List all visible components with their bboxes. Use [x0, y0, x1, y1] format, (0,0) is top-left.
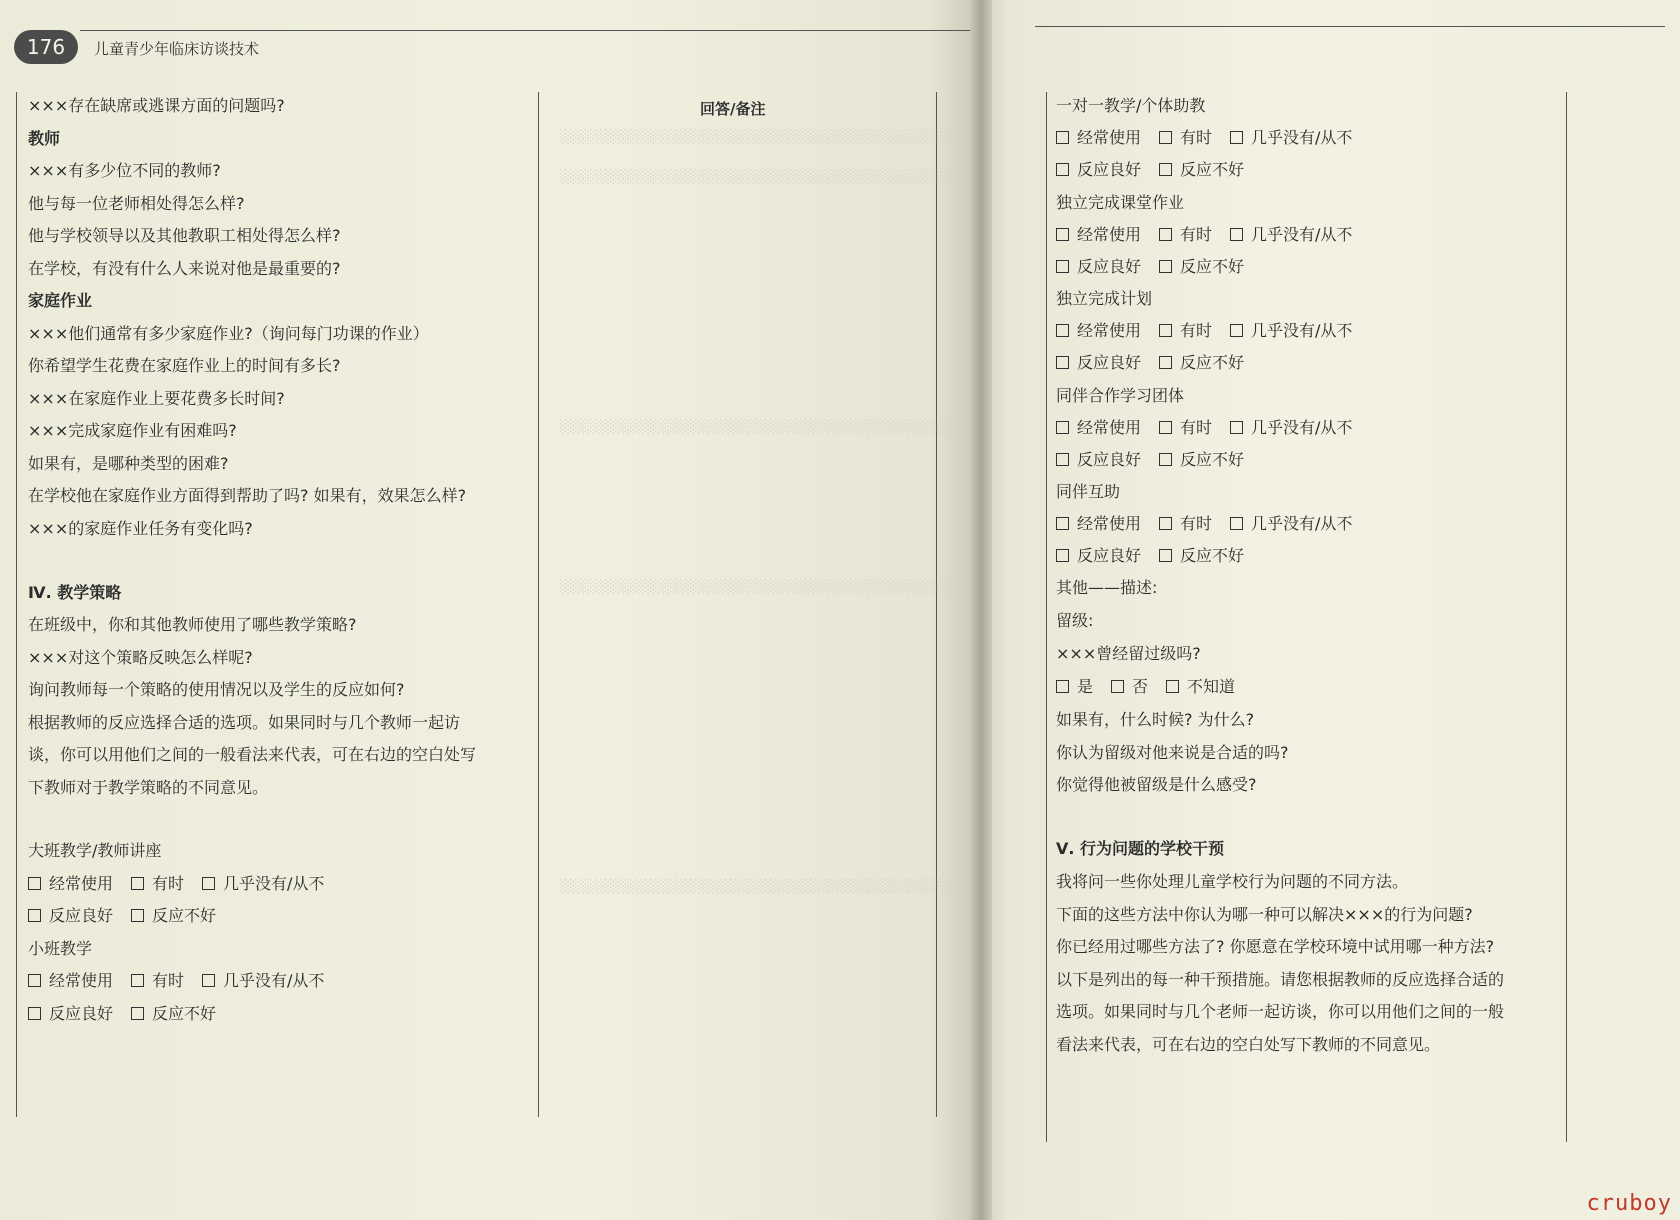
question-text: 如果有，什么时候? 为什么? [1056, 710, 1255, 729]
running-title: 儿童青少年临床访谈技术 [94, 40, 260, 58]
checkbox-label: 是 [1077, 677, 1094, 696]
checkbox-option[interactable] [1159, 447, 1244, 470]
checkbox-option[interactable] [1056, 350, 1141, 373]
checkbox-label: 反应良好 [1077, 256, 1142, 276]
checkbox-icon[interactable] [1159, 163, 1172, 176]
checkbox-label: 经常使用 [1077, 321, 1142, 340]
checkbox-option[interactable] [1056, 254, 1141, 277]
checkbox-label: 反应不好 [1180, 160, 1245, 179]
checkbox-label: 反应不好 [1180, 256, 1245, 276]
checkbox-label: 经常使用 [1077, 514, 1142, 533]
retention-options [1056, 674, 1253, 697]
checkbox-option[interactable] [1159, 415, 1212, 438]
checkbox-label: 反应良好 [49, 906, 114, 925]
checkbox-label: 反应不好 [152, 1003, 217, 1023]
frequency-options [1056, 415, 1370, 438]
checkbox-icon[interactable] [1056, 163, 1069, 176]
checkbox-option[interactable] [1056, 511, 1141, 534]
response-options [1056, 543, 1262, 566]
checkbox-label: 反应良好 [1077, 160, 1142, 179]
retention-label: 留级: [1056, 611, 1094, 630]
body-text: 选项。如果同时与几个老师一起访谈，你可以用他们之间的一般 [1056, 1002, 1505, 1021]
question-text: ×××完成家庭作业有困难吗? [28, 421, 237, 440]
checkbox-icon[interactable] [1230, 131, 1243, 144]
checkbox-label: 反应不好 [1180, 546, 1245, 565]
body-text: 以下是列出的每一种干预措施。请您根据教师的反应选择合适的 [1056, 969, 1505, 989]
retention-question: ×××曾经留过级吗? [1056, 644, 1201, 663]
body-text: 你已经用过哪些方法了? 你愿意在学校环境中试用哪一种方法? [1056, 937, 1495, 956]
question-text: 你希望学生花费在家庭作业上的时间有多长? [28, 356, 341, 375]
checkbox-icon[interactable] [1166, 680, 1179, 693]
checkbox-option[interactable] [1166, 674, 1235, 697]
checkbox-icon[interactable] [1111, 680, 1124, 693]
checkbox-icon[interactable] [1056, 324, 1069, 337]
response-column-header: 回答/备注 [700, 100, 766, 118]
checkbox-label: 经常使用 [49, 971, 114, 990]
right-column-divider [1566, 92, 1567, 1142]
checkbox-icon[interactable] [1159, 131, 1172, 144]
response-options [28, 903, 234, 926]
question-text: ×××他们通常有多少家庭作业?（询问每门功课的作业） [28, 323, 429, 343]
checkbox-option[interactable] [131, 1001, 216, 1024]
checkbox-icon[interactable] [1159, 260, 1172, 273]
body-text: ×××对这个策略反映怎么样呢? [28, 647, 253, 667]
checkbox-icon[interactable] [202, 877, 215, 890]
frequency-options [1056, 318, 1370, 341]
checkbox-label: 几乎没有/从不 [1251, 514, 1353, 533]
other-describe: 其他——描述: [1056, 578, 1158, 597]
left-response-rule [936, 92, 937, 1117]
checkbox-option[interactable] [131, 968, 184, 991]
checkbox-option[interactable] [202, 968, 324, 991]
checkbox-icon[interactable] [1159, 421, 1172, 434]
question-text: ×××在家庭作业上要花费多长时间? [28, 388, 285, 408]
checkbox-icon[interactable] [28, 974, 41, 987]
checkbox-icon[interactable] [1056, 549, 1069, 562]
body-text: 在班级中，你和其他教师使用了哪些教学策略? [28, 615, 357, 634]
checkbox-option[interactable] [28, 871, 113, 894]
checkbox-icon[interactable] [202, 974, 215, 987]
question-text: 在学校，有没有什么人来说对他是最重要的? [28, 258, 341, 278]
checkbox-label: 反应良好 [1077, 546, 1142, 565]
checkbox-icon[interactable] [1230, 517, 1243, 530]
checkbox-icon[interactable] [1056, 517, 1069, 530]
frequency-options [1056, 511, 1370, 534]
body-text: 我将问一些你处理儿童学校行为问题的不同方法。 [1056, 872, 1409, 891]
page-number: 176 [14, 30, 78, 64]
checkbox-label: 有时 [1180, 514, 1213, 533]
checkbox-option[interactable] [1159, 157, 1244, 180]
question-text: 如果有，是哪种类型的困难? [28, 453, 229, 473]
checkbox-icon[interactable] [1159, 453, 1172, 466]
strategy-name: 小班教学 [28, 938, 93, 958]
frequency-options [28, 871, 342, 894]
checkbox-option[interactable] [1159, 350, 1244, 373]
checkbox-icon[interactable] [1056, 228, 1069, 241]
strategy-name: 独立完成计划 [1056, 289, 1153, 308]
checkbox-option[interactable] [1056, 318, 1141, 341]
checkbox-option[interactable] [131, 871, 184, 894]
checkbox-option[interactable] [1056, 543, 1141, 566]
strategy-name: 同伴合作学习团体 [1056, 385, 1185, 405]
question-text: ×××存在缺席或逃课方面的问题吗? [28, 96, 285, 115]
checkbox-icon[interactable] [131, 909, 144, 922]
checkbox-label: 几乎没有/从不 [1251, 128, 1353, 147]
checkbox-icon[interactable] [1056, 680, 1069, 693]
checkbox-icon[interactable] [1159, 549, 1172, 562]
checkbox-label: 有时 [152, 971, 185, 990]
question-text: 他与每一位老师相处得怎么样? [28, 193, 245, 213]
book-gutter [970, 0, 992, 1220]
response-options [1056, 254, 1262, 277]
checkbox-label: 有时 [1180, 224, 1213, 244]
checkbox-option[interactable] [1056, 415, 1141, 438]
checkbox-label: 几乎没有/从不 [1251, 224, 1353, 244]
left-column-divider [538, 92, 539, 1117]
response-options [1056, 350, 1262, 373]
checkbox-option[interactable] [1159, 254, 1244, 277]
subheading: 教师 [28, 128, 61, 148]
checkbox-label: 反应不好 [1180, 353, 1245, 372]
body-text: 谈，你可以用他们之间的一般看法来代表，可在右边的空白处写 [28, 745, 477, 764]
checkbox-label: 有时 [1180, 128, 1213, 147]
checkbox-label: 反应良好 [1077, 449, 1142, 469]
checkbox-label: 经常使用 [1077, 128, 1142, 147]
checkbox-icon[interactable] [1056, 131, 1069, 144]
checkbox-icon[interactable] [1159, 228, 1172, 241]
checkbox-option[interactable] [1056, 222, 1141, 245]
checkbox-option[interactable] [131, 903, 216, 926]
checkbox-label: 有时 [152, 873, 185, 893]
body-text: 询问教师每一个策略的使用情况以及学生的反应如何? [28, 680, 405, 699]
checkbox-option[interactable] [1159, 125, 1212, 148]
checkbox-option[interactable] [1056, 157, 1141, 180]
checkbox-label: 几乎没有/从不 [1251, 321, 1353, 340]
checkbox-icon[interactable] [131, 974, 144, 987]
watermark: cruboy [1586, 1191, 1672, 1216]
checkbox-label: 经常使用 [49, 873, 114, 893]
subheading: 家庭作业 [28, 291, 93, 310]
checkbox-label: 几乎没有/从不 [223, 873, 325, 893]
strategy-name: 同伴互助 [1056, 482, 1121, 501]
checkbox-icon[interactable] [28, 1007, 41, 1020]
right-text-column [1056, 0, 1561, 1220]
checkbox-icon[interactable] [1056, 453, 1069, 466]
checkbox-option[interactable] [28, 903, 113, 926]
checkbox-option[interactable] [1159, 511, 1212, 534]
checkbox-option[interactable] [28, 968, 113, 991]
checkbox-icon[interactable] [1159, 517, 1172, 530]
checkbox-option[interactable] [1230, 222, 1352, 245]
body-text: 根据教师的反应选择合适的选项。如果同时与几个教师一起访 [28, 712, 461, 732]
checkbox-icon[interactable] [1230, 228, 1243, 241]
checkbox-label: 反应良好 [49, 1003, 114, 1023]
checkbox-icon[interactable] [28, 877, 41, 890]
response-options [1056, 157, 1262, 180]
checkbox-label: 反应良好 [1077, 353, 1142, 372]
body-text: 下面的这些方法中你认为哪一种可以解决×××的行为问题? [1056, 904, 1473, 924]
response-options [28, 1001, 234, 1024]
checkbox-label: 反应不好 [152, 906, 217, 925]
section-heading: Ⅳ. 教学策略 [28, 583, 122, 602]
frequency-options [28, 968, 342, 991]
checkbox-label: 反应不好 [1180, 449, 1245, 469]
strategy-name: 一对一教学/个体助教 [1056, 96, 1206, 115]
body-text: 下教师对于教学策略的不同意见。 [28, 777, 269, 797]
checkbox-label: 经常使用 [1077, 417, 1142, 437]
strategy-name: 独立完成课堂作业 [1056, 192, 1185, 212]
checkbox-icon[interactable] [1159, 324, 1172, 337]
checkbox-label: 否 [1132, 677, 1149, 696]
checkbox-option[interactable] [1159, 318, 1212, 341]
checkbox-option[interactable] [1056, 125, 1141, 148]
checkbox-icon[interactable] [28, 909, 41, 922]
question-text: ×××的家庭作业任务有变化吗? [28, 518, 253, 538]
checkbox-option[interactable] [1230, 125, 1352, 148]
question-text: 你认为留级对他来说是合适的吗? [1056, 742, 1289, 762]
checkbox-icon[interactable] [1056, 260, 1069, 273]
question-text: 在学校他在家庭作业方面得到帮助了吗? 如果有，效果怎么样? [28, 486, 467, 505]
checkbox-icon[interactable] [1230, 421, 1243, 434]
checkbox-option[interactable] [1230, 511, 1352, 534]
checkbox-option[interactable] [1230, 318, 1352, 341]
checkbox-option[interactable] [1056, 447, 1141, 470]
question-text: 你觉得他被留级是什么感受? [1056, 775, 1257, 794]
left-margin-rule [16, 92, 17, 1117]
checkbox-label: 经常使用 [1077, 224, 1142, 244]
checkbox-label: 有时 [1180, 417, 1213, 437]
checkbox-label: 几乎没有/从不 [1251, 417, 1353, 437]
left-text-column [28, 0, 533, 1220]
checkbox-option[interactable] [1159, 543, 1244, 566]
checkbox-label: 有时 [1180, 321, 1213, 340]
checkbox-label: 不知道 [1187, 677, 1236, 696]
checkbox-option[interactable] [28, 1001, 113, 1024]
checkbox-icon[interactable] [1056, 356, 1069, 369]
checkbox-label: 几乎没有/从不 [223, 971, 325, 990]
checkbox-icon[interactable] [1230, 324, 1243, 337]
frequency-options [1056, 222, 1370, 245]
checkbox-icon[interactable] [131, 877, 144, 890]
checkbox-option[interactable] [1056, 674, 1093, 697]
checkbox-icon[interactable] [1056, 421, 1069, 434]
question-text: ×××有多少位不同的教师? [28, 161, 221, 180]
frequency-options [1056, 125, 1370, 148]
body-text: 看法来代表，可在右边的空白处写下教师的不同意见。 [1056, 1034, 1441, 1054]
checkbox-icon[interactable] [1159, 356, 1172, 369]
checkbox-option[interactable] [1111, 674, 1148, 697]
checkbox-option[interactable] [1159, 222, 1212, 245]
response-options [1056, 447, 1262, 470]
strategy-name: 大班教学/教师讲座 [28, 841, 162, 860]
book-spread: 176 儿童青少年临床访谈技术 回答/备注 ░░░░░░░░░░░░░░░░░░░░░░░░░░░░░░░░░░░░░░░ ░░░░░░░░░░░░░░░░░░░░░░░░░░░░░░░░░░░░░░░ ░░░░░░░░░░░░░░░░░░░░░░░░░░░░░░░░░░░░░░░ ░░░░░░░░░░░░░░░░░░░░░░░░░░░░░░░░░░░░░░░ ░░░░░░░░░░░░░░░░░░░░░░░░░░░░░░░░░░░░░░░ ×××存在缺席或逃课方面的问题吗? 教师 ×××有多少位不同的教师? 他与每一位老师相处得怎么样? 他与学校领导以及其他教职工相处得怎么样? 在学校，有没有什么人来说对他是最重要的? 家庭作业 ×××他们通常有多少家庭作业?（询问每门功课的作业） 你希望学生花费在家庭作业上的时间有多长? ×××在家庭作业上要花费多长时间? ×××完成家庭作业有困难吗? 如果有，是哪种类型的困难? 在学校他在家庭作业方面得到帮助了吗? 如果有，效果怎么样? ×××的家庭作业任务有变化吗? Ⅳ. 教学策略 在班级中，你和其他教师使用了哪些教学策略? ×××对这个策略反映怎么样呢? 询问教师每一个策略的使用情况以及学生的反应如何? 根据教师的反应选择合适的选项。如果同时与几个教师一起访 谈，你可以用他们之间的一般看法来代表，可在右边的空白处写 下教师对于教学策略的不同意见。 大班教学/教师讲座 经常使用 有时 几乎没有/从不 反应良好 反应不好 小班教学 经常使用 有时 几乎没有/从不 反应良好 反应不好 一对一教学/个体助教 经常使用 有时 几乎没有/从不 反应良好 反应不好 独立完成课堂作业 经常使用 有时 几乎没有/从不 反应良好 反应不好 独立完成计划 经常使用 有时 几乎没有/从不 反应良好 反应不好 同伴合作学习团体 经常使用 有时 几乎没有/从不 反应良好 反应不好 同伴互助 经常使用 有时 几乎没有/从不 反应良好 反应不好 其他——描述: 留级: ×××曾经留过级吗? 是 否 不知道 如果有，什么时候? 为什么? 你认为留级对他来说是合适的吗? 你觉得他被留级是什么感受? Ⅴ. 行为问题的学校干预 我将问一些你处理儿童学校行为问题的不同方法。 下面的这些方法中你认为哪一种可以解决×××的行为问题? 你已经用过哪些方法了? 你愿意在学校环境中试用哪一种方法? 以下是列出的每一种干预措施。请您根据教师的反应选择合适的 选项。如果同时与几个老师一起访谈，你可以用他们之间的一般 看法来代表，可在右边的空白处写下教师的不同意见。 cruboy [0, 0, 1680, 1220]
checkbox-option[interactable] [202, 871, 324, 894]
section-heading: Ⅴ. 行为问题的学校干预 [1056, 839, 1225, 858]
question-text: 他与学校领导以及其他教职工相处得怎么样? [28, 226, 341, 245]
checkbox-icon[interactable] [131, 1007, 144, 1020]
right-margin-rule [1046, 92, 1047, 1142]
checkbox-option[interactable] [1230, 415, 1352, 438]
